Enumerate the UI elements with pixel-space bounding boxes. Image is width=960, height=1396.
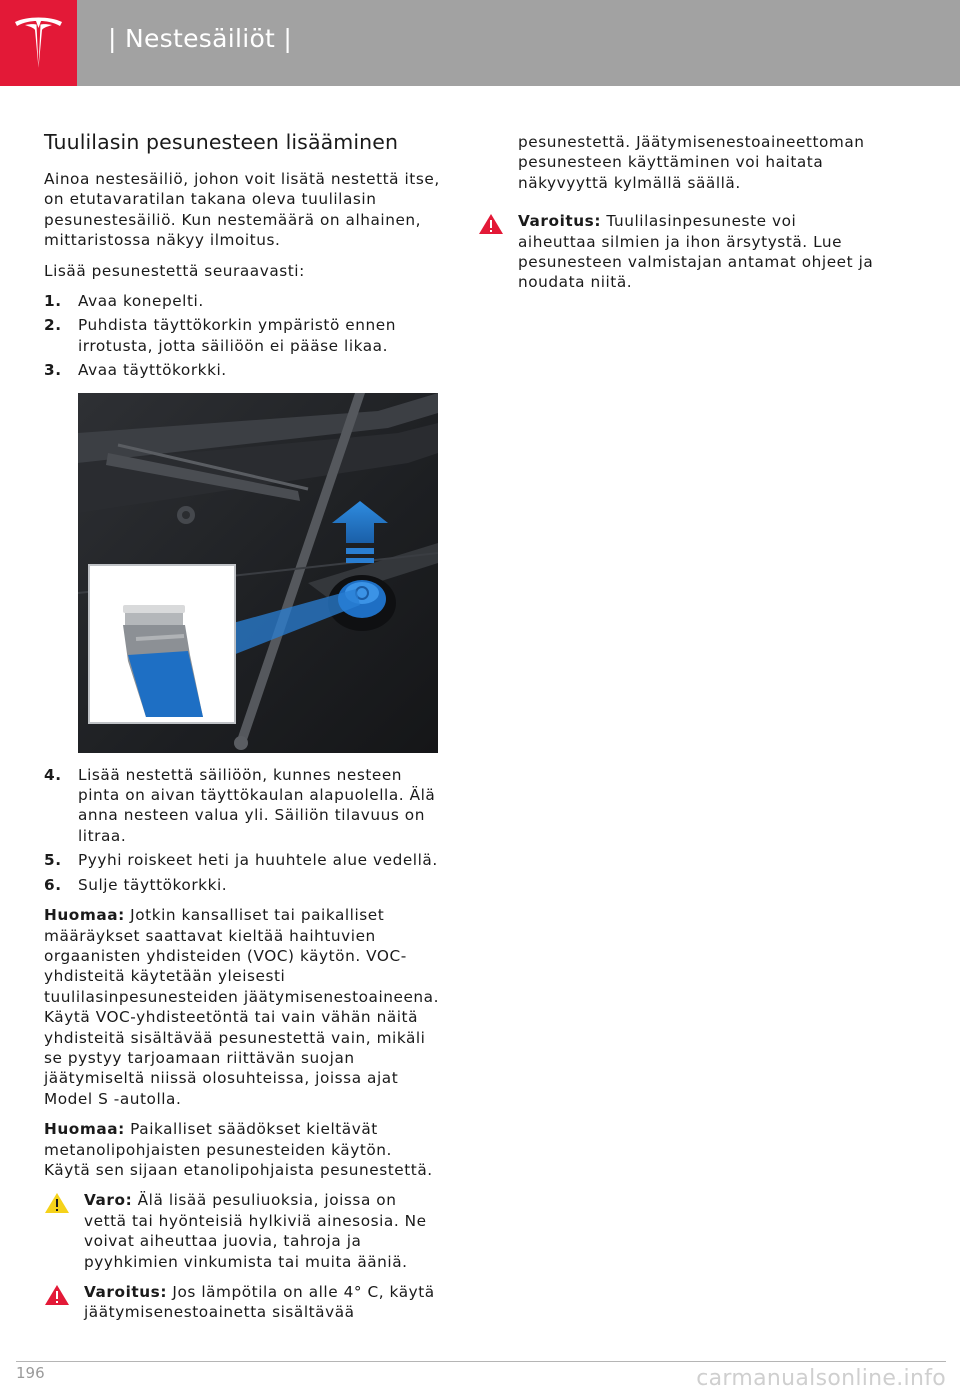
warning-text: Jos lämpötila on alle 4° C, käytä jäätymisenestoainetta sisältävää [84, 1283, 435, 1322]
note-voc [44, 905, 440, 1109]
page-number: 196 [16, 1364, 45, 1382]
note-label: Huomaa: [44, 1120, 125, 1139]
step-text: Lisää nestettä säiliöön, kunnes nesteen pinta on aivan täyttökaulan alapuolella. Älä anna nesteen valua yli. Säiliön tilavuus on litraa. [78, 765, 436, 845]
list-item [44, 875, 440, 895]
step-number: 4. [44, 765, 62, 784]
watermark: carmanualsonline.info [696, 1366, 946, 1391]
warning-label: Varoitus: [84, 1283, 167, 1301]
list-item [44, 291, 440, 311]
note-methanol [44, 1119, 440, 1180]
list-item [44, 850, 440, 870]
step-number: 1. [44, 292, 62, 311]
step-text: Puhdista täyttökorkin ympäristö ennen irrotusta, jotta säiliöön ei pääse likaa. [78, 316, 396, 355]
intro-paragraph: Ainoa nestesäiliö, johon voit lisätä nestettä itse, on etutavaratilan takana oleva tuulilasin pesunestesäiliö. Kun nestemäärä on alhainen, mittaristossa näkyy ilmoitus. [44, 170, 440, 250]
step-text: Avaa täyttökorkki. [78, 361, 227, 380]
page-header [0, 0, 960, 86]
step-number: 3. [44, 361, 62, 380]
warning-icon [44, 1284, 70, 1306]
left-column [44, 128, 440, 1333]
footer-divider [16, 1361, 946, 1362]
warning-label: Varoitus: [518, 212, 601, 231]
page-title: | Nestesäiliöt | [108, 24, 293, 53]
steps-list-b [44, 765, 440, 895]
right-column [518, 132, 878, 303]
steps-list-a [44, 291, 440, 381]
note-text: Jotkin kansalliset tai paikalliset määräykset saattavat kieltää haihtuvien orgaanisten yhdisteiden (VOC) käytön. VOC-yhdisteitä käytetään yleisesti tuulilasinpesunesteiden jäätymisenestoaineena. Käytä VOC-yhdisteetöntä tai vain vähän näitä yhdisteitä sisältävää pesunestettä vain, mikäli se pystyy tarjoamaan riittävän suojan jäätymiseltä niissä olosuhteissa, joissa ajat Model S -autolla. [44, 906, 440, 1108]
caution-text: Älä lisää pesuliuoksia, joissa on vettä tai hyönteisiä hylkiviä ainesosia. Ne voivat aiheuttaa juovia, tahroja ja pyyhkimien vinkumista tai muita ääniä. [84, 1191, 427, 1271]
caution-icon [44, 1192, 70, 1214]
warning-icon [478, 213, 504, 235]
list-item [44, 360, 440, 380]
washer-reservoir-illustration [78, 393, 438, 753]
caution-notice [44, 1190, 440, 1272]
list-item [44, 765, 440, 847]
list-item [44, 315, 440, 356]
step-number: 2. [44, 316, 62, 335]
step-text: Pyyhi roiskeet heti ja huuhtele alue vedellä. [78, 851, 438, 870]
tesla-t-icon [13, 16, 64, 71]
note-label: Huomaa: [44, 906, 125, 925]
lead-paragraph: Lisää pesunestettä seuraavasti: [44, 261, 305, 280]
step-text: Sulje täyttökorkki. [78, 875, 228, 894]
section-title: Tuulilasin pesunesteen lisääminen [44, 130, 399, 154]
warning-text: Tuulilasinpesuneste voi aiheuttaa silmien ja ihon ärsytystä. Lue pesunesteen valmistajan antamat ohjeet ja noudata niitä. [518, 212, 874, 292]
step-number: 6. [44, 875, 62, 894]
step-text: Avaa konepelti. [78, 292, 204, 311]
note-text: Paikalliset säädökset kieltävät metanolipohjaisten pesunesteiden käytön. Käytä sen sijaan etanolipohjaista pesunestettä. [44, 1120, 433, 1179]
step-number: 5. [44, 851, 62, 870]
warning-notice-cold [44, 1282, 440, 1323]
caution-label: Varo: [84, 1191, 133, 1210]
warning-notice-irritation [518, 211, 878, 293]
warning-continuation: pesunestettä. Jäätymisenestoaineettoman pesunesteen käyttäminen voi haitata näkyvyyttä kylmällä säällä. [518, 133, 865, 192]
brand-logo [0, 0, 77, 86]
